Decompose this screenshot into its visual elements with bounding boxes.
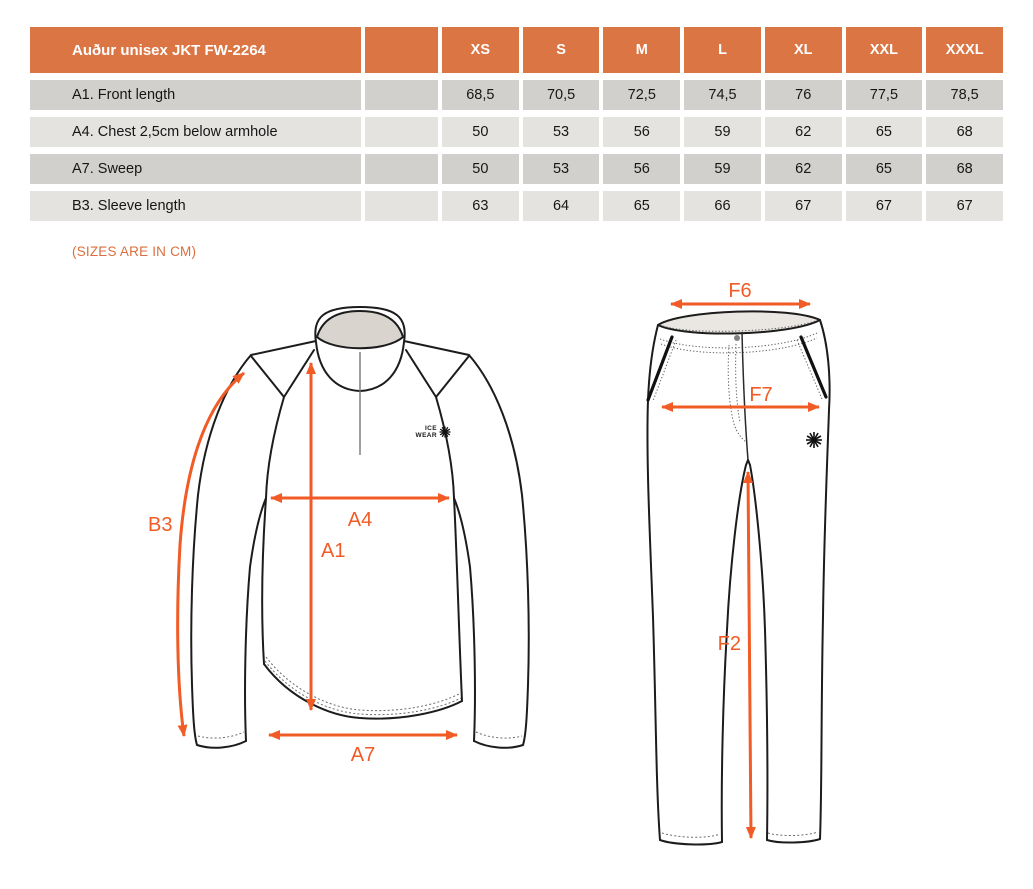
value-cell: 77,5 <box>846 80 923 110</box>
f2-inseam-arrow <box>748 472 751 838</box>
size-table <box>30 27 1003 221</box>
size-header-xs: XS <box>442 27 519 73</box>
right-pocket-stitching <box>797 340 822 399</box>
waist-button <box>734 335 740 341</box>
value-cell: 50 <box>442 154 519 184</box>
value-cell: 53 <box>523 117 600 147</box>
size-header-xxxl: XXXL <box>926 27 1003 73</box>
value-cell: 67 <box>926 191 1003 221</box>
spacer-cell <box>365 117 438 147</box>
a1-label: A1 <box>321 540 346 562</box>
value-cell: 72,5 <box>603 80 680 110</box>
row-label-sleeve-length: B3. Sleeve length <box>30 191 361 221</box>
value-cell: 62 <box>765 154 842 184</box>
size-header-xxl: XXL <box>846 27 923 73</box>
size-header-l: L <box>684 27 761 73</box>
f2-label: F2 <box>717 633 741 655</box>
value-cell: 63 <box>442 191 519 221</box>
snowflake-icon <box>440 427 451 438</box>
left-pocket-stitching <box>653 340 676 401</box>
value-cell: 67 <box>765 191 842 221</box>
value-cell: 66 <box>684 191 761 221</box>
value-cell: 76 <box>765 80 842 110</box>
a4-label: A4 <box>347 509 373 531</box>
jacket-measurement-diagram <box>140 295 570 765</box>
fly-stitching <box>736 344 740 422</box>
spacer-cell <box>365 80 438 110</box>
value-cell: 62 <box>765 117 842 147</box>
f6-label: F6 <box>728 282 752 302</box>
size-header-s: S <box>523 27 600 73</box>
pants-measurement-diagram <box>620 282 900 872</box>
waistband-opening <box>658 311 820 333</box>
table-title-cell <box>30 27 361 73</box>
row-label-sweep: A7. Sweep <box>30 154 361 184</box>
value-cell: 65 <box>846 154 923 184</box>
hem-stitching <box>266 657 459 711</box>
sizes-unit-note: (SIZES ARE IN CM) <box>72 244 197 259</box>
right-armhole-seam <box>436 397 454 498</box>
value-cell: 53 <box>523 154 600 184</box>
header-spacer-cell <box>365 27 438 73</box>
snowflake-icon <box>806 432 822 448</box>
value-cell: 78,5 <box>926 80 1003 110</box>
value-cell: 64 <box>523 191 600 221</box>
value-cell: 59 <box>684 117 761 147</box>
value-cell: 59 <box>684 154 761 184</box>
value-cell: 68 <box>926 154 1003 184</box>
logo-text-wear: WEAR <box>415 432 437 439</box>
b3-sleeve-arrow <box>178 373 244 736</box>
spacer-cell <box>365 154 438 184</box>
f7-label: F7 <box>749 384 773 406</box>
left-hem-stitching <box>662 833 720 837</box>
a7-label: A7 <box>350 744 376 765</box>
size-header-xl: XL <box>765 27 842 73</box>
row-label-chest: A4. Chest 2,5cm below armhole <box>30 117 361 147</box>
jacket-collar <box>315 307 404 455</box>
pants-measure-arrows <box>662 282 819 838</box>
jacket-chest-logo <box>416 425 451 439</box>
b3-label: B3 <box>148 514 173 536</box>
size-header-m: M <box>603 27 680 73</box>
right-pocket-opening <box>801 337 826 397</box>
spacer-cell <box>365 191 438 221</box>
value-cell: 65 <box>603 191 680 221</box>
right-hem-stitching <box>768 832 818 836</box>
value-cell: 50 <box>442 117 519 147</box>
value-cell: 70,5 <box>523 80 600 110</box>
value-cell: 67 <box>846 191 923 221</box>
value-cell: 56 <box>603 117 680 147</box>
left-pocket-opening <box>648 337 672 400</box>
value-cell: 65 <box>846 117 923 147</box>
value-cell: 74,5 <box>684 80 761 110</box>
value-cell: 68,5 <box>442 80 519 110</box>
right-cuff-stitching <box>476 732 522 738</box>
logo-text-ice: ICE <box>424 425 437 432</box>
right-shoulder-seam <box>406 350 469 397</box>
jacket-measure-arrows <box>148 363 457 765</box>
left-shoulder-seam <box>251 350 314 397</box>
pants-outline <box>647 311 829 844</box>
table-title: Auður unisex JKT FW-2264 <box>72 41 266 59</box>
row-label-front-length: A1. Front length <box>30 80 361 110</box>
left-armhole-seam <box>266 397 284 498</box>
left-cuff-stitching <box>198 732 244 738</box>
hem-stitching <box>265 661 461 715</box>
value-cell: 68 <box>926 117 1003 147</box>
value-cell: 56 <box>603 154 680 184</box>
